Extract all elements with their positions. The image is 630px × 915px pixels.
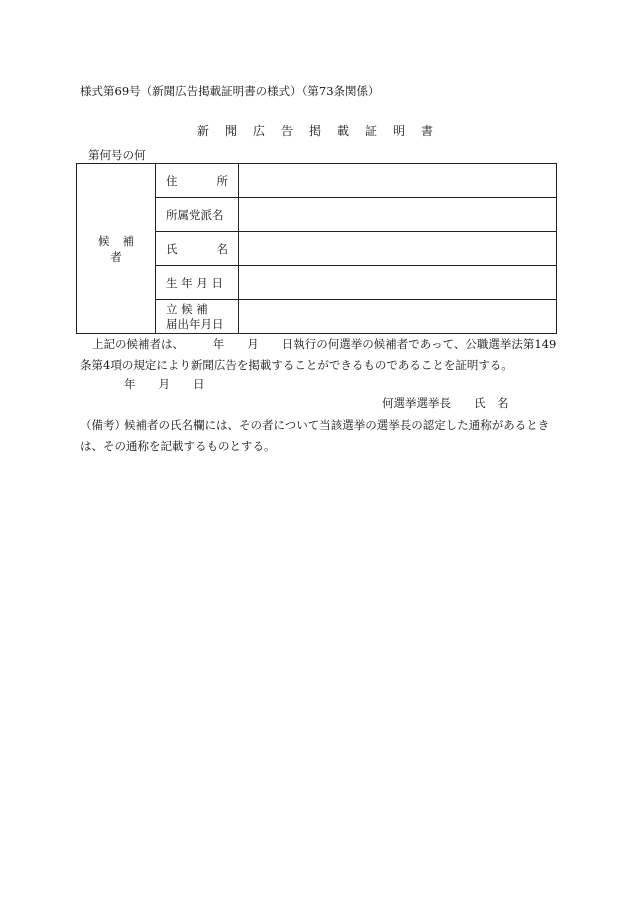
signature-line: 何選挙選挙長 氏 名	[382, 396, 509, 410]
address-label	[156, 164, 239, 198]
remarks-text: 候補者の氏名欄には、その者について当該選挙の選挙長の認定した通称があるときは、その通称を記載するものとする。	[80, 418, 550, 453]
name-label-a: 氏	[166, 241, 178, 256]
certification-paragraph: 上記の候補者は、 年 月 日執行の何選挙の候補者であって、公職選挙法第149条第4項の規定により新聞広告を掲載することができるものであることを証明する。	[80, 337, 557, 372]
remarks-heading: （備考）	[80, 418, 126, 432]
candidate-table	[76, 163, 557, 334]
name-label	[156, 232, 239, 266]
filing-date-value[interactable]	[239, 300, 557, 334]
filing-date-label	[156, 300, 239, 334]
filing-date-label-line1: 立 候 補	[166, 301, 208, 316]
form-label: 様式第69号（新聞広告掲載証明書の様式）（第73条関係）	[80, 84, 380, 98]
document-title: 新聞広告掲載証明書	[196, 124, 449, 138]
birthdate-value[interactable]	[239, 266, 557, 300]
certificate-number: 第何号の何	[88, 148, 146, 162]
birthdate-label: 生 年 月 日	[156, 266, 239, 300]
date-line: 年 月 日	[124, 377, 205, 391]
remarks	[80, 415, 558, 457]
party-value[interactable]	[239, 198, 557, 232]
address-label-b: 所	[216, 173, 228, 188]
candidate-group-label: 候補者	[77, 164, 156, 334]
party-label: 所属党派名	[156, 198, 239, 232]
name-label-b: 名	[216, 241, 228, 256]
table-row	[77, 164, 557, 198]
filing-date-label-line2: 届出年月日	[166, 316, 224, 331]
address-label-a: 住	[166, 173, 178, 188]
address-value[interactable]	[239, 164, 557, 198]
name-value[interactable]	[239, 232, 557, 266]
